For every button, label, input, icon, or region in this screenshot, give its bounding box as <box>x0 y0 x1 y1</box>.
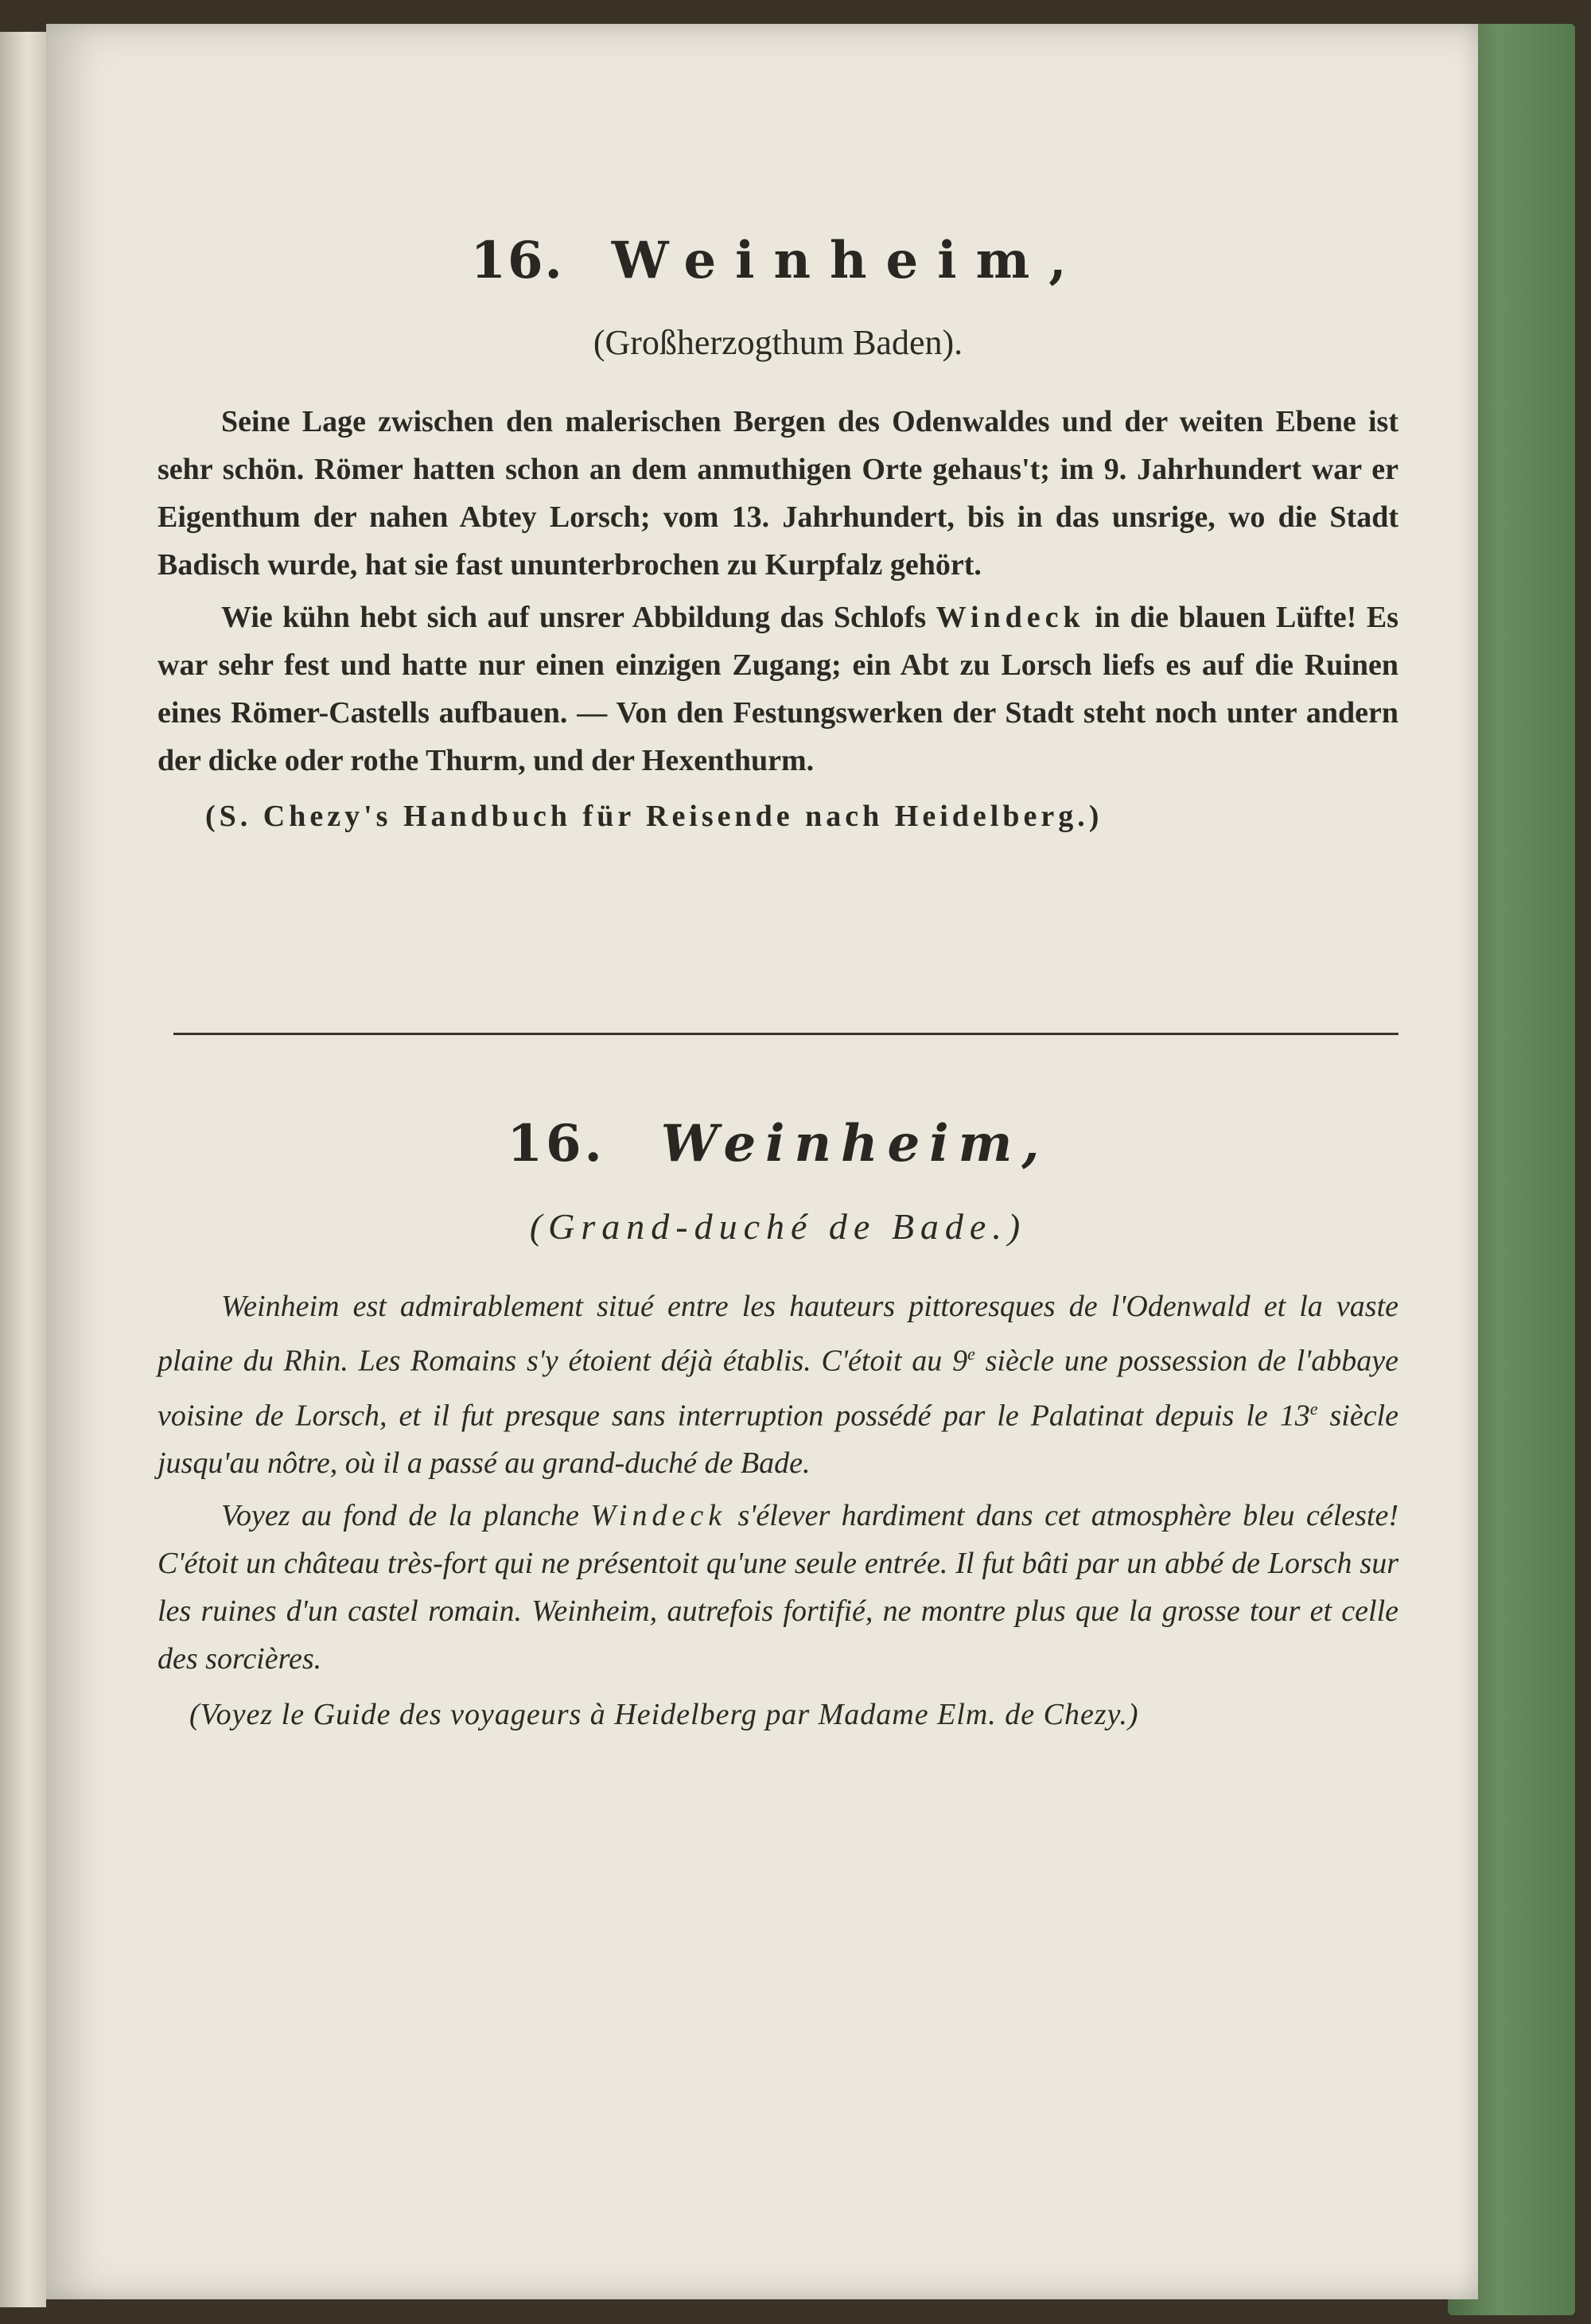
german-heading <box>158 231 1398 290</box>
french-heading-title: Weinheim, <box>660 1114 1049 1174</box>
french-paragraph-1-text-a: Weinheim est admirablement situé entre les hauteurs pittoresques de l'Odenwald et la vaste plaine du Rhin. Les Romains s'y étoient déjà établis. C'étoit au 9 <box>158 1290 1398 1378</box>
french-paragraph-2-text-a: Voyez au fond de la planche <box>221 1499 591 1533</box>
left-page-edge <box>0 32 46 2307</box>
german-paragraph-2-text-b: in die blauen Lüfte! Es war sehr fest und hatte nur einen einzigen Zugang; ein Abt zu Lorsch liefs es auf die Ruinen eines Römer-Castells aufbauen. — Von den Festungswerken der Stadt steht noch unter andern der dicke oder rothe Thurm, und der Hexenthurm. <box>158 601 1398 777</box>
french-heading <box>158 1114 1398 1174</box>
german-citation: (S. Chezy's Handbuch für Reisende nach Heidelberg.) <box>205 800 1103 833</box>
french-paragraph-2 <box>158 1492 1398 1683</box>
french-section <box>158 1114 1398 1738</box>
german-paragraph-1: Seine Lage zwischen den malerischen Bergen des Odenwaldes und der weiten Ebene ist sehr schön. Römer hatten schon an dem anmuthigen Orte gehaus't; im 9. Jahrhundert war er Eigenthum der nahen Abtey Lorsch; vom 13. Jahrhundert, bis in das unsrige, wo die Stadt Badisch wurde, hat sie fast ununterbrochen zu Kurpfalz gehört. <box>158 405 1398 582</box>
book-page <box>46 24 1478 2299</box>
french-citation: (Voyez le Guide des voyageurs à Heidelberg par Madame Elm. de Chezy.) <box>189 1698 1139 1732</box>
french-paragraph-1-text-c: siècle jusqu'au nôtre, où il a passé au grand-duché de Bade. <box>158 1399 1398 1481</box>
french-superscript-2: e <box>1309 1398 1318 1419</box>
french-paragraph-2-text-b: s'élever hardiment dans cet atmosphère bleu céleste! C'étoit un château très-fort qui ne présentoit qu'une seule entrée. Il fut bâti par un abbé de Lorsch sur les ruines d'un castel romain. Weinheim, autrefois fortifié, ne montre plus que la grosse tour et celle des sorcières. <box>158 1499 1399 1676</box>
section-divider <box>173 1033 1398 1035</box>
german-heading-number: 16. <box>470 231 564 290</box>
french-castle-name: Windeck <box>590 1499 727 1533</box>
french-paragraph-1-text-b: siècle une possession de l'abbaye voisine de Lorsch, et il fut presque sans interruption possédé par le Palatinat depuis le 13 <box>158 1344 1398 1433</box>
german-paragraph-2-text-a: Wie kühn hebt sich auf unsrer Abbildung das Schlofs <box>221 601 936 634</box>
german-section <box>158 231 1398 840</box>
french-superscript-1: e <box>967 1344 975 1364</box>
german-subheading: (Großherzogthum Baden). <box>593 323 963 362</box>
french-paragraph-1 <box>158 1283 1398 1487</box>
german-heading-title: Weinheim, <box>611 231 1086 290</box>
german-castle-name: Windeck <box>936 601 1085 634</box>
french-subheading: (Grand-duché de Bade.) <box>529 1206 1027 1247</box>
german-paragraph-2 <box>158 594 1398 784</box>
french-heading-number: 16. <box>507 1114 605 1174</box>
